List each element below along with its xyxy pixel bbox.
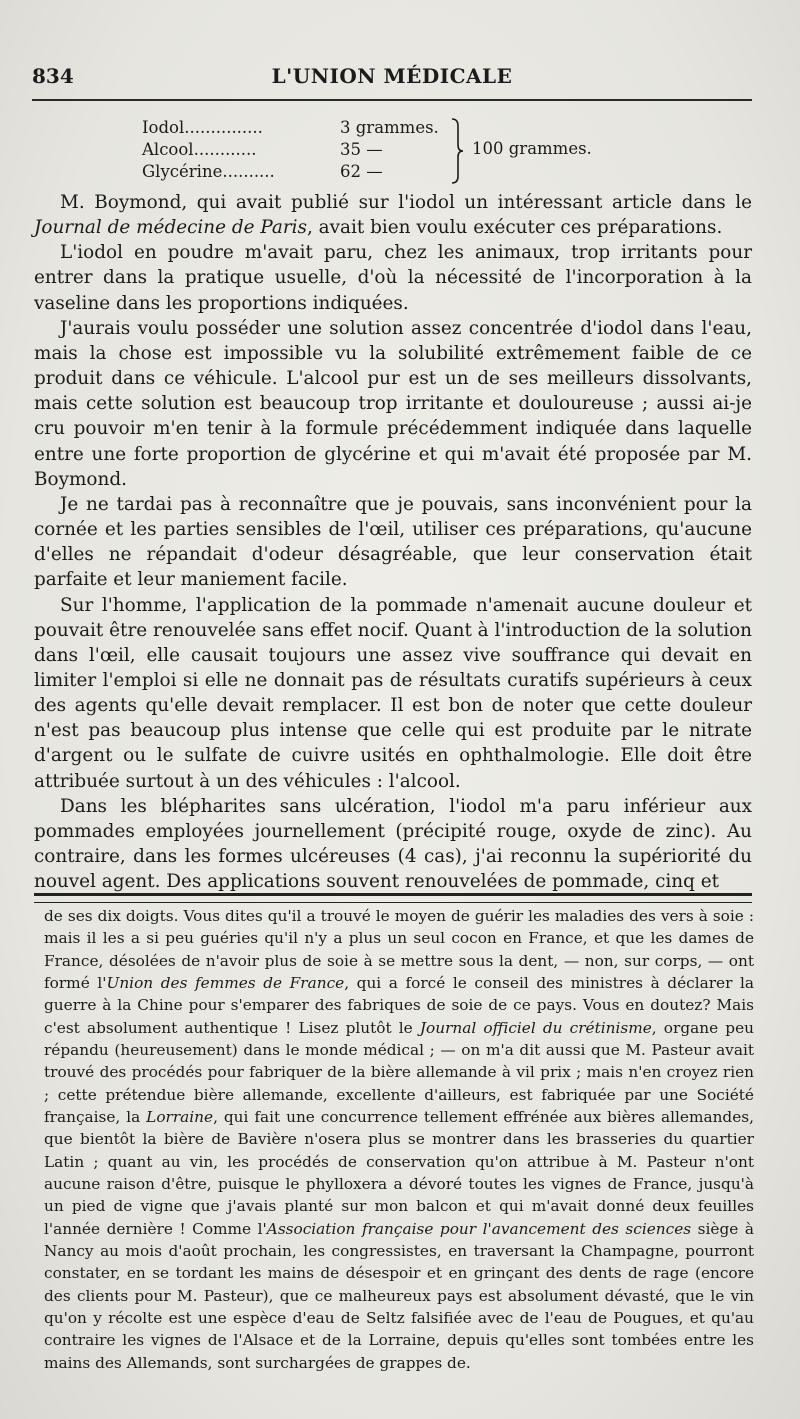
page-number: 834 <box>32 64 74 88</box>
running-title: L'UNION MÉDICALE <box>271 64 513 88</box>
formula-ingredient: Alcool............ <box>142 140 257 159</box>
paragraph: M. Boymond, qui avait publié sur l'iodol un intéressant article dans le Journal de médecine de Paris, avait bien voulu exécuter ces préparations. <box>34 192 752 239</box>
header-rule <box>32 99 752 101</box>
formula-quantity: 3 grammes. <box>340 118 439 137</box>
paragraph: L'iodol en poudre m'avait paru, chez les animaux, trop irritants pour entrer dans la pratique usuelle, d'où la nécessité de l'incorporation à la vaseline dans les proportions indiquées. <box>34 242 752 314</box>
brace-icon <box>450 118 464 184</box>
page-header <box>32 62 752 92</box>
formula <box>142 118 622 186</box>
feuilleton <box>44 905 754 1374</box>
formula-ingredient: Glycérine.......... <box>142 162 275 181</box>
formula-total: 100 grammes. <box>472 139 592 158</box>
feuilleton-text: de ses dix doigts. Vous dites qu'il a trouvé le moyen de guérir les maladies des vers à soie : mais il les a si peu guéries qu'il n'y a plus un seul cocon en France, et que les dames de France, désolées de n'avoir plus de soie à se mettre sous la dent, — non, sur corps, — ont formé l'Union des femmes de France, qui a forcé le conseil des ministres à déclarer la guerre à la Chine pour s'emparer des fabriques de soie de ce pays. Vous en doutez? Mais c'est absolument authentique ! Lisez plutôt le Journal officiel du crétinisme, organe peu répandu (heureusement) dans le monde médical ; — on m'a dit aussi que M. Pasteur avait trouvé des procédés pour fabriquer de la bière allemande à vil prix ; mais n'en croyez rien ; cette prétendue bière allemande, excellente d'ailleurs, est fabriquée par une Société française, la Lorraine, qui fait une concurrence tellement effrénée aux bières allemandes, que bientôt la bière de Bavière n'osera plus se montrer dans les brasseries du quartier Latin ; quant au vin, les procédés de conservation qu'on attribue à M. Pasteur n'ont aucune raison d'être, puisque le phylloxera a dévoré toutes les vignes de France, jusqu'à un pied de vigne que j'avais planté sur mon balcon et qui m'avait donné deux feuilles l'année dernière ! Comme l'Association française pour l'avancement des sciences siège à Nancy au mois d'août prochain, les congressistes, en traversant la Champagne, pourront constater, en se tordant les mains de désespoir et en grinçant des dents de rage (encore des clients pour M. Pasteur), que ce malheureux pays est absolument dévasté, que le vin qu'on y récolte est une espèce d'eau de Seltz falsifiée avec de l'eau de Pougues, et qu'au contraire les vignes de l'Alsace et de la Lorraine, depuis qu'elles sont tombées entre les mains des Allemands, sont surchargées de grappes de. <box>44 907 754 1372</box>
article-body <box>34 190 752 894</box>
section-divider <box>34 893 752 903</box>
formula-quantity: 35 — <box>340 140 383 159</box>
paragraph: Sur l'homme, l'application de la pommade n'amenait aucune douleur et pouvait être renouvelée sans effet nocif. Quant à l'introduction de la solution dans l'œil, elle causait toujours une assez vive souffrance qui devait en limiter l'emploi si elle ne donnait pas de résultats curatifs supérieurs à ceux des agents qu'elle devait remplacer. Il est bon de noter que cette douleur n'est pas beaucoup plus intense que celle qui est produite par le nitrate d'argent ou le sulfate de cuivre usités en ophthalmologie. Elle doit être attribuée surtout à un des véhicules : l'alcool. <box>34 594 752 792</box>
paragraph: Dans les blépharites sans ulcération, l'iodol m'a paru inférieur aux pommades employées journellement (précipité rouge, oxyde de zinc). Au contraire, dans les formes ulcéreuses (4 cas), j'ai reconnu la supériorité du nouvel agent. Des applications souvent renouvelées de pommade, cinq et <box>34 795 752 893</box>
paragraph: Je ne tardai pas à reconnaître que je pouvais, sans inconvénient pour la cornée et les parties sensibles de l'œil, utiliser ces préparations, qu'aucune d'elles ne répandait d'odeur désagréable, que leur conservation était parfaite et leur maniement facile. <box>34 493 752 591</box>
formula-ingredient: Iodol............... <box>142 118 263 137</box>
paragraph: J'aurais voulu posséder une solution assez concentrée d'iodol dans l'eau, mais la chose est impossible vu la solubilité extrêmement faible de ce produit dans ce véhicule. L'alcool pur est un de ses meilleurs dissolvants, mais cette solution est beaucoup trop irritante et douloureuse ; aussi ai-je cru pouvoir m'en tenir à la formule précédemment indiquée dans laquelle entre une forte proportion de glycérine et qui m'avait été proposée par M. Boymond. <box>34 317 752 490</box>
formula-quantity: 62 — <box>340 162 383 181</box>
